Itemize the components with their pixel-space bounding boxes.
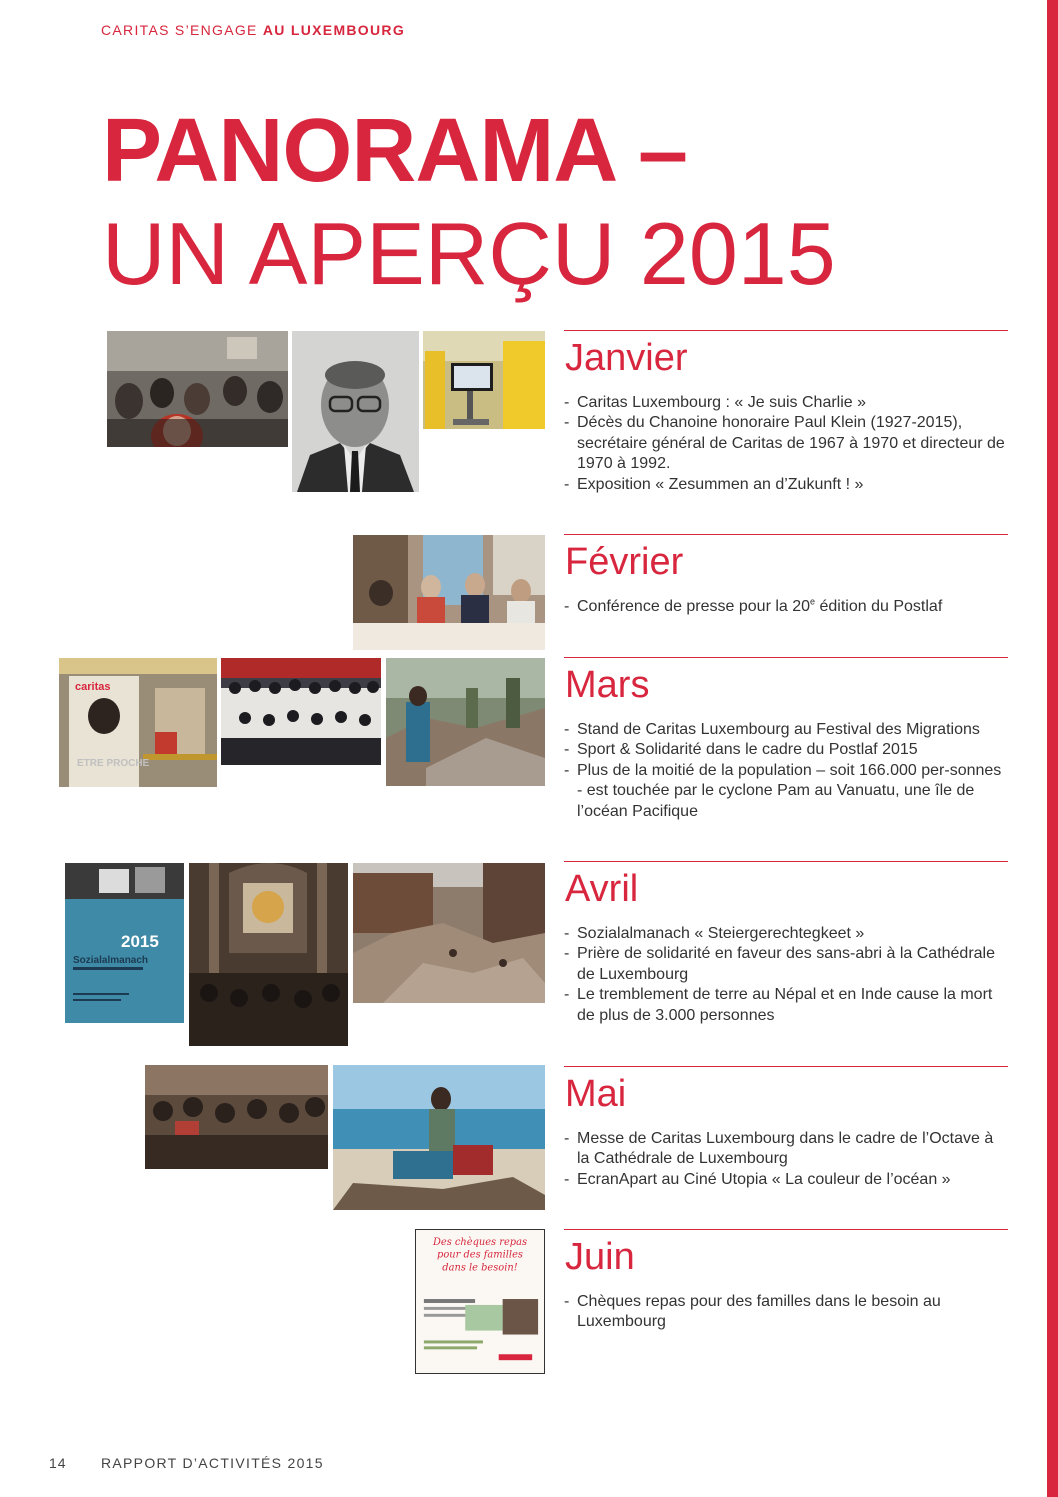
- list-item: - Stand de Caritas Luxembourg au Festival des Migrations: [564, 720, 1008, 741]
- photo-couleur-ocean: [333, 1065, 545, 1210]
- almanach-year-text: 2015: [121, 932, 159, 951]
- photo-paul-klein-portrait: [292, 331, 419, 492]
- list-item: [564, 597, 1008, 618]
- header-prefix: CARITAS S’ENGAGE: [101, 22, 258, 38]
- event-list: [564, 393, 1008, 496]
- month-mai: [564, 1066, 1008, 1190]
- list-item: - Chèques repas pour des familles dans le besoin au Luxembourg: [564, 1292, 1008, 1333]
- almanach-title-text: Sozialalmanach: [73, 955, 149, 966]
- photo-messe-octave: [145, 1065, 328, 1169]
- month-mars: [564, 657, 1008, 822]
- photo-priere-cathedrale: [189, 863, 348, 1046]
- running-header: [101, 22, 405, 38]
- month-janvier: [564, 330, 1008, 495]
- page-title: PANORAMA –: [102, 101, 688, 201]
- month-avril: [564, 861, 1008, 1026]
- month-juin: [564, 1229, 1008, 1333]
- list-item: - Décès du Chanoine honoraire Paul Klein (1927-2015), secrétaire général de Caritas de 1967 à 1970 et directeur de 1970 à 1992.: [564, 413, 1008, 475]
- photo-conference-presse: [353, 535, 545, 650]
- stand-slogan-text: ETRE PROCHE: [77, 758, 150, 769]
- list-item: - Caritas Luxembourg : « Je suis Charlie »: [564, 393, 1008, 414]
- stand-caritas-text: caritas: [75, 681, 111, 693]
- photo-cyclone-pam-vanuatu: [386, 658, 545, 786]
- page-number: 14: [49, 1455, 67, 1471]
- month-heading: Février: [565, 541, 684, 583]
- photo-cheques-repas-flyer: [415, 1229, 545, 1374]
- month-fevrier: [564, 534, 1008, 617]
- photo-stand-festival-migrations: [59, 658, 217, 787]
- footer-report-title: RAPPORT D’ACTIVITÉS 2015: [101, 1455, 324, 1471]
- list-item-text: édition du Postlaf: [815, 597, 943, 615]
- list-item: - Exposition « Zesummen an d’Zukunft ! »: [564, 475, 1008, 496]
- edge-accent-bar: [1047, 0, 1058, 1497]
- photo-tremblement-nepal: [353, 863, 545, 1003]
- list-item: - Sport & Solidarité dans le cadre du Postlaf 2015: [564, 740, 1008, 761]
- event-list: [564, 1129, 1008, 1191]
- month-heading: Juin: [565, 1236, 635, 1278]
- month-heading: Janvier: [565, 337, 688, 379]
- month-heading: Mars: [565, 664, 650, 706]
- list-item: - Sozialalmanach « Steiergerechtegkeet »: [564, 924, 1008, 945]
- list-item: - Plus de la moitié de la population – soit 166.000 per-sonnes - est touchée par le cyclone Pam au Vanuatu, une île de l’océan Pacifique: [564, 761, 1008, 823]
- header-emphasis: AU LUXEMBOURG: [262, 22, 406, 38]
- list-item: - Messe de Caritas Luxembourg dans le cadre de l’Octave à la Cathédrale de Luxembourg: [564, 1129, 1008, 1170]
- cheques-title-text: Des chèques repas pour des familles dans le besoin!: [433, 1236, 527, 1274]
- month-heading: Mai: [565, 1073, 627, 1115]
- event-list: [564, 597, 1008, 618]
- event-list: [564, 720, 1008, 823]
- photo-sozialalmanach-cover: [65, 863, 184, 1023]
- ordinal-suffix: e: [810, 596, 816, 607]
- list-item: - Prière de solidarité en faveur des sans-abri à la Cathédrale de Luxembourg: [564, 944, 1008, 985]
- photo-je-suis-charlie-crowd: [107, 331, 288, 447]
- page-subtitle: UN APERÇU 2015: [102, 204, 836, 303]
- event-list: [564, 1292, 1008, 1333]
- list-item: - EcranApart au Ciné Utopia « La couleur de l’océan »: [564, 1170, 1008, 1191]
- event-list: [564, 924, 1008, 1027]
- photo-exposition-zesummen: [423, 331, 545, 429]
- list-item: - Le tremblement de terre au Népal et en Inde cause la mort de plus de 3.000 personnes: [564, 985, 1008, 1026]
- month-heading: Avril: [565, 868, 639, 910]
- list-item-text: Conférence de presse pour la 20: [577, 597, 811, 615]
- photo-sport-solidarite: [221, 658, 381, 765]
